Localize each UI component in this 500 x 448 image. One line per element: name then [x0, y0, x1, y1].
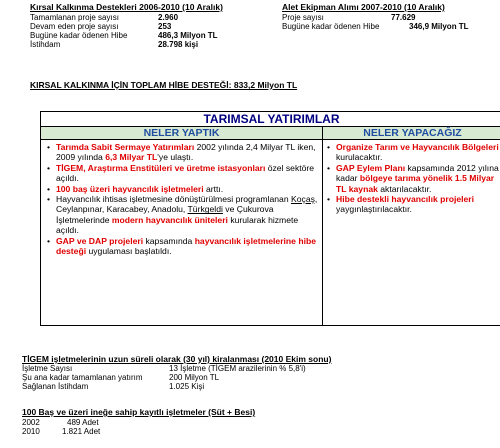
stat-value: 253	[158, 22, 172, 31]
stat-label: Bugüne kadar ödenen Hibe	[30, 31, 128, 40]
stat-label: İşletme Sayısı	[22, 364, 73, 373]
stat-label: Bugüne kadar ödenen Hibe	[282, 22, 380, 31]
section4-title: 100 Baş ve üzeri ineğe sahip kayıtlı işletmeler (Süt + Besi)	[22, 407, 256, 417]
stat-row	[22, 373, 352, 382]
list-item: • TİGEM, Araştırma Enstitüleri ve üretme istasyonları özel sektöre açıldı.	[47, 163, 319, 184]
stat-value: 489 Adet	[67, 418, 99, 427]
section3-title: TİGEM işletmelerinin uzun süreli olarak (30 yıl) kiralanması (2010 Ekim sonu)	[22, 354, 332, 364]
stat-value: 2.960	[158, 13, 179, 22]
list-item: • Hayvancılık ihtisas işletmesine dönüştürülmesi programlanan Koçaş, Ceylanpınar, Karacabey, Anadolu, Türkgeldi ve Çukurova İşletmelerinde modern hayvancılık üniteleri kurularak hizmete açıldı.	[47, 194, 319, 236]
section2-stats	[282, 13, 497, 31]
column-divider	[322, 126, 323, 325]
stat-label: Tamamlanan proje sayısı	[30, 13, 119, 22]
section1-title: Kırsal Kalkınma Destekleri 2006-2010 (10 Aralık)	[30, 2, 223, 12]
list-item: • Tarımda Sabit Sermaye Yatırımları 2002 yılında 2,4 Milyar TL iken, 2009 yılında 6,3 Milyar TL'ye ulaştı.	[47, 142, 319, 163]
section3-stats	[22, 364, 352, 391]
stat-row	[282, 22, 497, 31]
stat-row	[30, 22, 250, 31]
stat-label: Proje sayısı	[282, 13, 324, 22]
stat-value: 77.629	[391, 13, 416, 22]
list-item: • GAP Eylem Planı kapsamında 2012 yılına kadar bölgeye tarıma yönelik 1.5 Milyar TL kaynak aktarılacaktır.	[327, 163, 499, 194]
right-header: NELER YAPACAĞIZ	[363, 127, 462, 139]
stat-row	[22, 427, 222, 436]
left-header: NELER YAPTIK	[143, 127, 220, 139]
stat-row	[22, 418, 222, 427]
grand-total: KIRSAL KALKINMA İÇİN TOPLAM HİBE DESTEĞİ: 833,2 Milyon TL	[30, 80, 298, 90]
stat-value: 486,3 Milyon TL	[158, 31, 218, 40]
stat-row	[30, 40, 250, 49]
left-list	[47, 142, 319, 256]
stat-row	[30, 31, 250, 40]
stat-label: Devam eden proje sayısı	[30, 22, 119, 31]
list-item: • GAP ve DAP projeleri kapsamında hayvancılık işletmelerine hibe desteği uygulaması başlatıldı.	[47, 236, 319, 257]
list-item: • Hibe destekli hayvancılık projeleri yaygınlaştırılacaktır.	[327, 194, 499, 215]
right-list	[327, 142, 499, 215]
section4-stats	[22, 418, 222, 436]
stat-value: 13 İşletme (TİGEM arazilerinin % 5,8'i)	[169, 364, 306, 373]
stat-value: 28.798 kişi	[158, 40, 199, 49]
box-title: TARIMSAL YATIRIMLAR	[203, 112, 340, 126]
stat-value: 346,9 Milyon TL	[409, 22, 469, 31]
stat-value: 1.821 Adet	[62, 427, 101, 436]
section2-title: Alet Ekipman Alımı 2007-2010 (10 Aralık)	[282, 2, 445, 12]
stat-label: Sağlanan İstihdam	[22, 382, 89, 391]
stat-label: Şu ana kadar tamamlanan yatırım	[22, 373, 143, 382]
stat-value: 200 Milyon TL	[169, 373, 220, 382]
stat-label: 2002	[22, 418, 40, 427]
stat-label: 2010	[22, 427, 40, 436]
stat-value: 1.025 Kişi	[169, 382, 205, 391]
stat-row	[30, 13, 250, 22]
section1-stats	[30, 13, 250, 49]
stat-row	[22, 382, 352, 391]
list-item: • 100 baş üzeri hayvancılık işletmeleri arttı.	[47, 184, 319, 194]
stat-label: İstihdam	[30, 40, 61, 49]
stat-row	[282, 13, 497, 22]
list-item: • Organize Tarım ve Hayvancılık Bölgeleri kurulacaktır.	[327, 142, 499, 163]
stat-row	[22, 364, 352, 373]
